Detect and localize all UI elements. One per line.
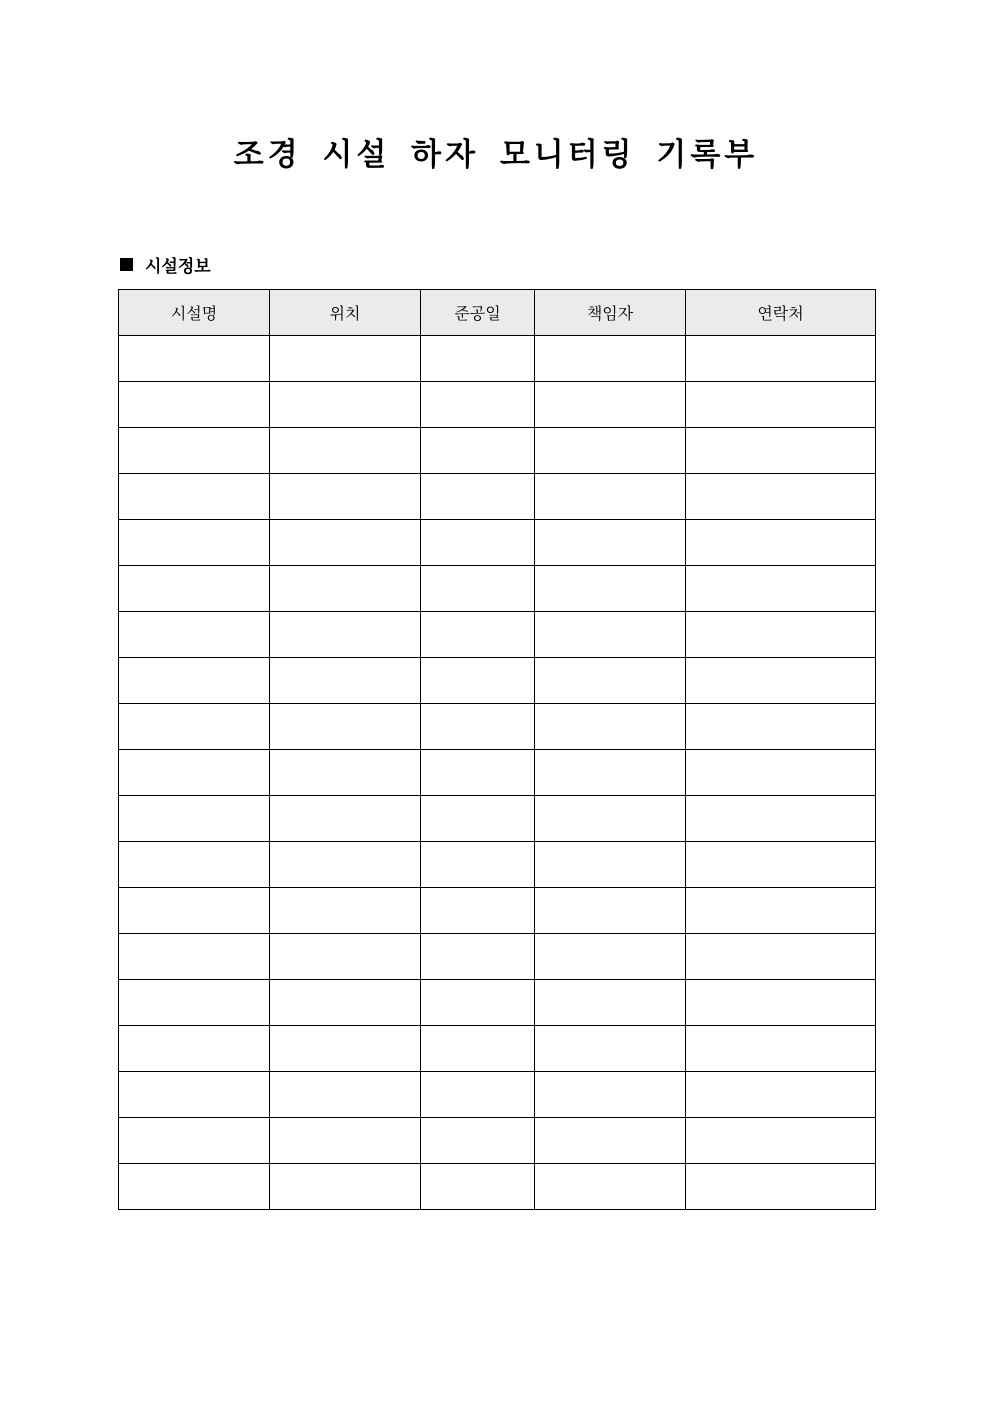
completion-date-cell[interactable] [421,428,535,474]
completion-date-cell[interactable] [421,704,535,750]
contact-cell[interactable] [686,612,876,658]
contact-cell[interactable] [686,980,876,1026]
manager-cell[interactable] [535,796,686,842]
facility-name-cell[interactable] [119,382,270,428]
manager-cell[interactable] [535,980,686,1026]
table-row [119,842,876,888]
square-bullet-icon [120,258,133,271]
contact-cell[interactable] [686,1118,876,1164]
location-cell[interactable] [270,1026,421,1072]
location-cell[interactable] [270,1118,421,1164]
facility-name-cell[interactable] [119,796,270,842]
completion-date-cell[interactable] [421,888,535,934]
manager-cell[interactable] [535,704,686,750]
facility-name-cell[interactable] [119,520,270,566]
section-heading-label: 시설정보 [145,256,211,277]
facility-name-cell[interactable] [119,888,270,934]
location-cell[interactable] [270,750,421,796]
table-row [119,1118,876,1164]
completion-date-cell[interactable] [421,520,535,566]
table-body [119,336,876,1210]
manager-cell[interactable] [535,1026,686,1072]
contact-cell[interactable] [686,704,876,750]
manager-cell[interactable] [535,1118,686,1164]
table-row [119,336,876,382]
facility-name-cell[interactable] [119,474,270,520]
facility-name-cell[interactable] [119,612,270,658]
contact-cell[interactable] [686,382,876,428]
facility-name-cell[interactable] [119,704,270,750]
table-row [119,796,876,842]
location-cell[interactable] [270,336,421,382]
page-title: 조경 시설 하자 모니터링 기록부 [233,137,759,173]
table-header-row [119,290,876,336]
location-cell[interactable] [270,1072,421,1118]
completion-date-cell[interactable] [421,842,535,888]
column-header-location: 위치 [270,290,421,336]
completion-date-cell[interactable] [421,1072,535,1118]
completion-date-cell[interactable] [421,658,535,704]
table-row [119,520,876,566]
contact-cell[interactable] [686,520,876,566]
manager-cell[interactable] [535,750,686,796]
manager-cell[interactable] [535,888,686,934]
location-cell[interactable] [270,566,421,612]
facility-name-cell[interactable] [119,428,270,474]
table-row [119,1026,876,1072]
table-row [119,474,876,520]
completion-date-cell[interactable] [421,1026,535,1072]
manager-cell[interactable] [535,658,686,704]
facility-name-cell[interactable] [119,1164,270,1210]
column-header-completion-date: 준공일 [421,290,535,336]
section-heading [120,251,211,277]
facility-name-cell[interactable] [119,1026,270,1072]
table-row [119,750,876,796]
manager-cell[interactable] [535,382,686,428]
table-row [119,1072,876,1118]
facility-name-cell[interactable] [119,658,270,704]
manager-cell[interactable] [535,1072,686,1118]
completion-date-cell[interactable] [421,566,535,612]
contact-cell[interactable] [686,1026,876,1072]
completion-date-cell[interactable] [421,934,535,980]
facility-name-cell[interactable] [119,750,270,796]
location-cell[interactable] [270,796,421,842]
location-cell[interactable] [270,428,421,474]
manager-cell[interactable] [535,520,686,566]
table-row [119,934,876,980]
table-row [119,612,876,658]
contact-cell[interactable] [686,336,876,382]
column-header-manager: 책임자 [535,290,686,336]
manager-cell[interactable] [535,612,686,658]
manager-cell[interactable] [535,566,686,612]
contact-cell[interactable] [686,658,876,704]
contact-cell[interactable] [686,934,876,980]
table-row [119,1164,876,1210]
facility-info-table [118,289,876,1210]
contact-cell[interactable] [686,750,876,796]
completion-date-cell[interactable] [421,382,535,428]
location-cell[interactable] [270,934,421,980]
manager-cell[interactable] [535,842,686,888]
contact-cell[interactable] [686,796,876,842]
location-cell[interactable] [270,520,421,566]
table-row [119,980,876,1026]
facility-name-cell[interactable] [119,934,270,980]
completion-date-cell[interactable] [421,1118,535,1164]
completion-date-cell[interactable] [421,980,535,1026]
manager-cell[interactable] [535,934,686,980]
contact-cell[interactable] [686,1072,876,1118]
table-row [119,704,876,750]
manager-cell[interactable] [535,474,686,520]
contact-cell[interactable] [686,842,876,888]
facility-name-cell[interactable] [119,842,270,888]
location-cell[interactable] [270,382,421,428]
table-row [119,566,876,612]
table-row [119,428,876,474]
contact-cell[interactable] [686,428,876,474]
location-cell[interactable] [270,704,421,750]
location-cell[interactable] [270,612,421,658]
location-cell[interactable] [270,474,421,520]
location-cell[interactable] [270,658,421,704]
contact-cell[interactable] [686,888,876,934]
location-cell[interactable] [270,1164,421,1210]
manager-cell[interactable] [535,1164,686,1210]
table-row [119,382,876,428]
facility-name-cell[interactable] [119,336,270,382]
contact-cell[interactable] [686,1164,876,1210]
manager-cell[interactable] [535,428,686,474]
table-row [119,888,876,934]
location-cell[interactable] [270,888,421,934]
contact-cell[interactable] [686,566,876,612]
facility-name-cell[interactable] [119,1072,270,1118]
completion-date-cell[interactable] [421,474,535,520]
completion-date-cell[interactable] [421,336,535,382]
facility-name-cell[interactable] [119,1118,270,1164]
completion-date-cell[interactable] [421,1164,535,1210]
completion-date-cell[interactable] [421,612,535,658]
contact-cell[interactable] [686,474,876,520]
completion-date-cell[interactable] [421,750,535,796]
facility-name-cell[interactable] [119,566,270,612]
column-header-contact: 연락처 [686,290,876,336]
manager-cell[interactable] [535,336,686,382]
location-cell[interactable] [270,980,421,1026]
location-cell[interactable] [270,842,421,888]
table-row [119,658,876,704]
completion-date-cell[interactable] [421,796,535,842]
facility-name-cell[interactable] [119,980,270,1026]
column-header-facility-name: 시설명 [119,290,270,336]
